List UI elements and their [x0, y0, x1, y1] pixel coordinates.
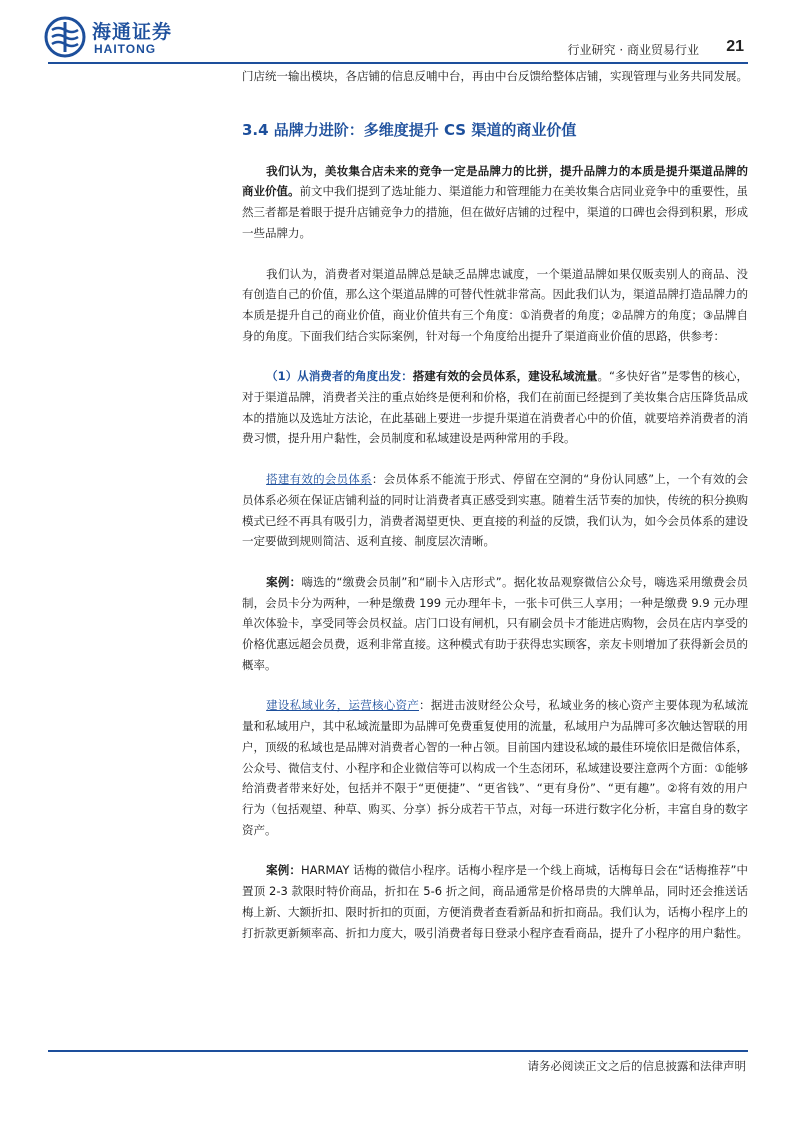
- page-header: [0, 0, 794, 70]
- case-label: 案例：: [266, 574, 302, 589]
- paragraph-6: [242, 695, 748, 840]
- paragraph-3-heading: （1）从消费者的角度出发：: [266, 369, 413, 384]
- paragraph-5: [242, 572, 748, 676]
- paragraph-7-text: HARMAY 话梅的微信小程序。话梅小程序是一个线上商城，话梅每日会在“话梅推荐”中置顶 2-3 款限时特价商品，折扣在 5-6 折之间，商品通常是价格昂贵的大牌单品，同时还会推送话梅上新、大额折扣、限时折扣的页面，方便消费者查看新品和折扣商品。我们认为，话梅小程序上的打折款更新频率高、折扣力度大，吸引消费者每日登录小程序查看商品，提升了小程序的用户黏性。: [242, 863, 749, 940]
- paragraph-5-text: 嗨选的“缴费会员制”和“刷卡入店形式”。据化妆品观察微信公众号，嗨选采用缴费会员制，会员卡分为两种，一种是缴费 199 元办理年卡，一张卡可供三人享用；一种是缴费 9.9 元办理单次体验卡，享受同等会员权益。店门口设有闸机，只有刷会员卡才能进店购物，会员在店内享受的价格优惠远超会员费，返利非常直接。这种模式有助于获得忠实顾客，亲友卡则增加了获得新会员的概率。: [242, 574, 749, 672]
- header-divider: [48, 62, 748, 64]
- paragraph-2: 我们认为，消费者对渠道品牌总是缺乏品牌忠诚度，一个渠道品牌如果仅贩卖别人的商品、没有创造自己的价值，那么这个渠道品牌的可替代性就非常高。因此我们认为，渠道品牌打造品牌力的本质是提升自己的商业价值，商业价值共有三个角度：①消费者的角度；②品牌方的角度；③品牌自身的角度。下面我们结合实际案例，针对每一个角度给出提升了渠道商业价值的思路，供参考：: [242, 266, 748, 343]
- paragraph-4-text: ：会员体系不能流于形式、停留在空洞的“身份认同感”上，一个有效的会员体系必须在保证店铺利益的同时让消费者真正感受到实惠。随着生活节奏的加快，传统的积分换购模式已经不再具有吸引力，消费者渴望更快、更直接的利益的反馈，我们认为，如今会员体系的建设一定要做到规则简洁、返利直接、制度层次清晰。: [242, 472, 748, 549]
- paragraph-6-text: ：据进击波财经公众号，私域业务的核心资产主要体现为私域流量和私域用户，其中私域流量即为品牌可免费重复使用的流量，私域用户为品牌可多次触达智联的用户，顶级的私域也是品牌对消费者心智的一种占领。目前国内建设私域的最佳环境依旧是微信体系，公众号、微信支付、小程序和企业微信等可以构成一个生态闭环，私域建设要注意两个方面：①能够给消费者带来好处，包括并不限于“更便捷”、“更省钱”、“更有身份”、“更有趣”。②将有效的用户行为（包括观望、种草、购买、分享）拆分成若干节点，对每一环进行数字化分析，丰富自身的数字资产。: [242, 698, 749, 837]
- logo-english-name: HAITONG: [94, 42, 157, 56]
- continued-paragraph: 门店统一输出模块，各店铺的信息反哺中台，再由中台反馈给整体店铺，实现管理与业务共同发展。: [242, 69, 748, 83]
- case-label: 案例：: [266, 863, 301, 878]
- page-number: 21: [726, 38, 744, 55]
- footer-disclaimer: 请务必阅读正文之后的信息披露和法律声明: [527, 1059, 746, 1073]
- main-content: [242, 66, 748, 943]
- logo-chinese-name: 海通证券: [92, 21, 173, 43]
- header-category: 行业研究 · 商业贸易行业: [567, 43, 699, 57]
- paragraph-1-lead: 我们认为，美妆集合店未来的竞争一定是品牌力的比拼，提升品牌力的本质是提升渠道品牌的商业价值。: [242, 163, 748, 199]
- footer-divider: [48, 1050, 748, 1052]
- membership-system-link[interactable]: 搭建有效的会员体系: [266, 472, 372, 487]
- private-domain-link[interactable]: 建设私域业务，运营核心资产: [266, 698, 420, 713]
- paragraph-1: [242, 161, 748, 244]
- paragraph-3: [242, 366, 748, 449]
- section-title: 3.4 品牌力进阶：多维度提升 CS 渠道的商业价值: [242, 120, 577, 139]
- paragraph-7: [242, 860, 748, 943]
- haitong-emblem-icon: [44, 16, 86, 58]
- haitong-logo: [44, 16, 179, 60]
- paragraph-1-text: 前文中我们提到了选址能力、渠道能力和管理能力在美妆集合店同业竞争中的重要性，虽然三者都是着眼于提升店铺竞争力的措施，但在做好店铺的过程中，渠道的口碑也会得到积累，形成一些品牌力。: [242, 184, 748, 240]
- paragraph-3-text: 。“多快好省”是零售的核心，对于渠道品牌，消费者关注的重点始终是便利和价格，我们在前面已经提到了美妆集合店压降货品成本的措施以及选址方法论，在此基础上要进一步提升渠道在消费者心中的价值，就要培养消费者的消费习惯，提升用户黏性，会员制度和私域建设是两种常用的手段。: [242, 369, 748, 446]
- paragraph-3-lead: 搭建有效的会员体系，建设私域流量: [412, 369, 598, 384]
- paragraph-4: [242, 469, 748, 552]
